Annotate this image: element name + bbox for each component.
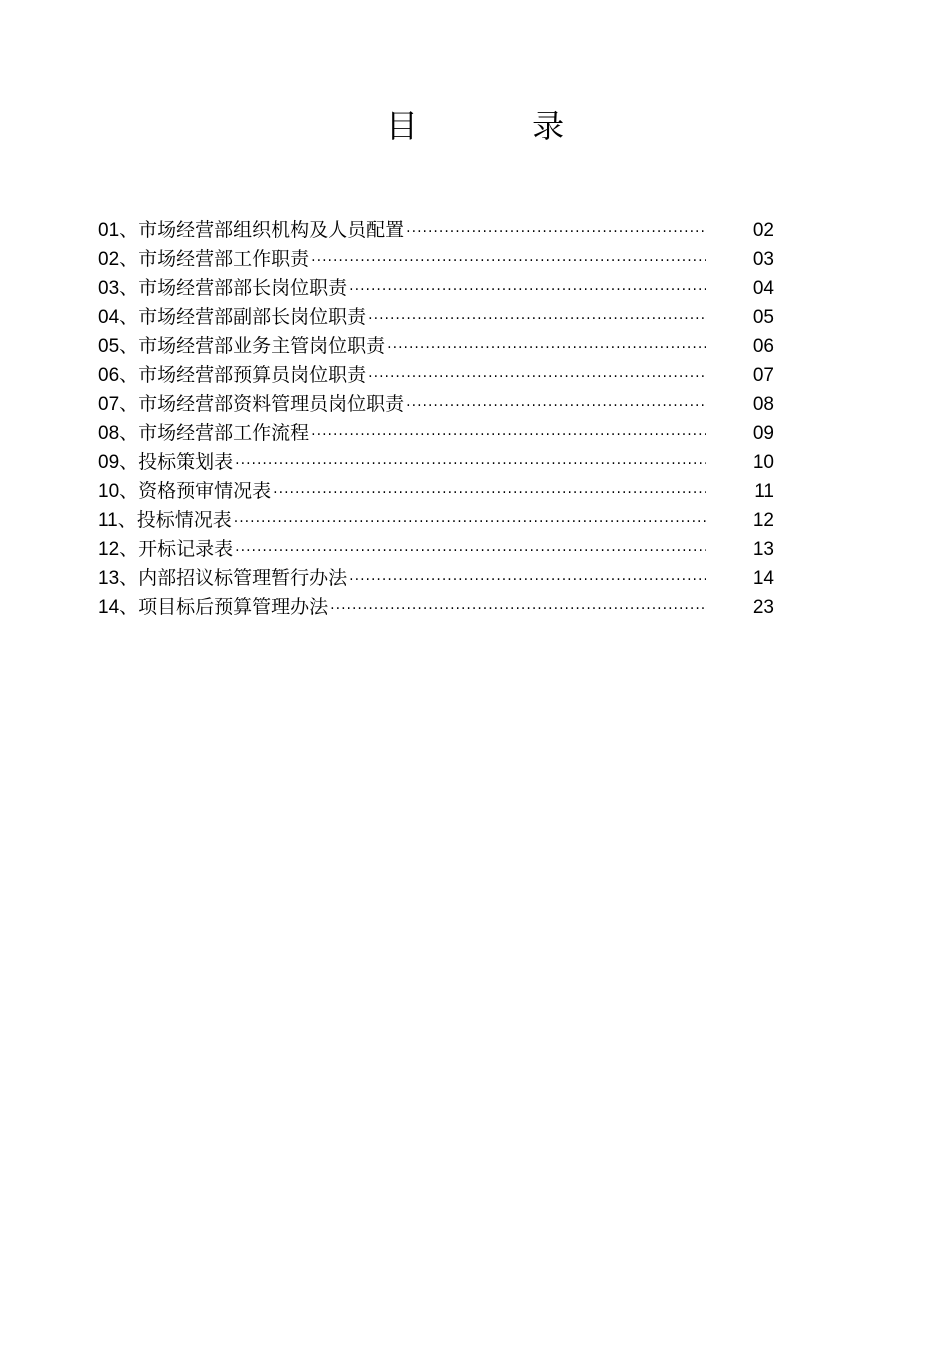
toc-entry-separator: 、 <box>119 248 139 270</box>
toc-entry[interactable] <box>98 303 774 332</box>
toc-entry-label: 市场经营部资料管理员岗位职责 <box>138 393 405 415</box>
toc-entry-label: 市场经营部部长岗位职责 <box>138 277 348 299</box>
toc-entry-separator: 、 <box>119 393 139 415</box>
toc-entry[interactable] <box>98 390 774 419</box>
toc-entry-number: 08 <box>98 423 120 444</box>
toc-entry-page: 13 <box>752 539 774 560</box>
toc-entry[interactable] <box>98 332 774 361</box>
dot-leader <box>349 566 706 595</box>
toc-entry-separator: 、 <box>119 364 139 386</box>
toc-entry[interactable] <box>98 477 774 506</box>
toc-entry-number: 01 <box>98 220 120 241</box>
toc-entry-number: 02 <box>98 249 120 270</box>
toc-entry-number: 12 <box>98 539 120 560</box>
dot-leader <box>368 305 706 334</box>
page-title: 目 录 <box>385 107 617 145</box>
toc-entry-separator: 、 <box>117 509 137 531</box>
dot-leader <box>387 334 706 363</box>
toc-entry-separator: 、 <box>119 451 139 473</box>
toc-entry-label: 项目标后预算管理办法 <box>138 596 329 618</box>
dot-leader <box>349 276 706 305</box>
toc-entry-page: 03 <box>752 249 774 270</box>
toc-entry-page: 08 <box>752 394 774 415</box>
toc-entry[interactable] <box>98 274 774 303</box>
toc-entry-number: 13 <box>98 568 120 589</box>
dot-leader <box>311 247 706 276</box>
toc-entry-separator: 、 <box>119 422 139 444</box>
toc-entry-label: 开标记录表 <box>138 538 234 560</box>
dot-leader <box>234 508 706 537</box>
toc-entry-page: 12 <box>752 510 774 531</box>
dot-leader <box>235 537 706 566</box>
dot-leader <box>406 218 706 247</box>
toc-entry[interactable] <box>98 593 774 622</box>
dot-leader <box>368 363 706 392</box>
dot-leader <box>235 450 706 479</box>
toc-entry[interactable] <box>98 506 774 535</box>
toc-entry-label: 内部招议标管理暂行办法 <box>138 567 348 589</box>
toc-entry-label: 资格预审情况表 <box>138 480 272 502</box>
toc-entry-separator: 、 <box>119 596 139 618</box>
toc-entry[interactable] <box>98 535 774 564</box>
dot-leader <box>330 595 706 624</box>
toc-entry-label: 投标情况表 <box>136 509 232 531</box>
dot-leader <box>406 392 706 421</box>
toc-entry-page: 23 <box>752 597 774 618</box>
toc-entry-page: 10 <box>752 452 774 473</box>
toc-entry-number: 03 <box>98 278 120 299</box>
toc-entry-separator: 、 <box>119 480 139 502</box>
toc-entry-number: 14 <box>98 597 120 618</box>
toc-entry-page: 09 <box>752 423 774 444</box>
toc-entry-number: 06 <box>98 365 120 386</box>
dot-leader <box>273 479 706 508</box>
toc-entry[interactable] <box>98 448 774 477</box>
toc-entry-label: 市场经营部业务主管岗位职责 <box>138 335 386 357</box>
toc-entry-number: 07 <box>98 394 120 415</box>
toc-entry-separator: 、 <box>119 277 139 299</box>
toc-entry[interactable] <box>98 245 774 274</box>
toc-entry-label: 市场经营部副部长岗位职责 <box>138 306 367 328</box>
toc-entry-number: 09 <box>98 452 120 473</box>
toc-entry-label: 投标策划表 <box>138 451 234 473</box>
table-of-contents <box>98 216 774 622</box>
toc-entry-number: 11 <box>98 510 118 531</box>
toc-entry-page: 06 <box>752 336 774 357</box>
toc-entry[interactable] <box>98 419 774 448</box>
toc-entry-label: 市场经营部工作流程 <box>138 422 310 444</box>
toc-entry-separator: 、 <box>119 567 139 589</box>
toc-entry-page: 11 <box>754 481 774 502</box>
toc-entry-number: 04 <box>98 307 120 328</box>
toc-entry-label: 市场经营部组织机构及人员配置 <box>138 219 405 241</box>
toc-entry[interactable] <box>98 361 774 390</box>
toc-entry-page: 07 <box>752 365 774 386</box>
toc-entry-page: 05 <box>752 307 774 328</box>
toc-entry-separator: 、 <box>119 306 139 328</box>
toc-entry-separator: 、 <box>119 219 139 241</box>
toc-entry[interactable] <box>98 216 774 245</box>
dot-leader <box>311 421 706 450</box>
toc-entry-label: 市场经营部预算员岗位职责 <box>138 364 367 386</box>
toc-entry-number: 05 <box>98 336 120 357</box>
toc-entry-page: 04 <box>752 278 774 299</box>
toc-entry-number: 10 <box>98 481 120 502</box>
toc-entry-page: 14 <box>752 568 774 589</box>
toc-entry-separator: 、 <box>119 538 139 560</box>
toc-entry-label: 市场经营部工作职责 <box>138 248 310 270</box>
toc-entry-page: 02 <box>752 220 774 241</box>
toc-entry[interactable] <box>98 564 774 593</box>
toc-entry-separator: 、 <box>119 335 139 357</box>
